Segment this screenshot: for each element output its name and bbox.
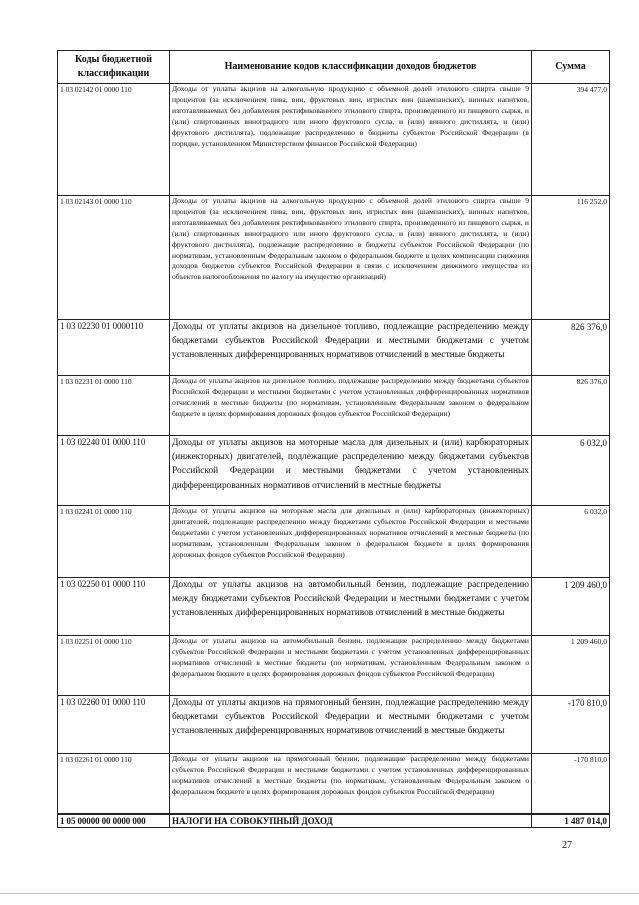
row-code: 1 03 02231 01 0000 110 xyxy=(58,376,170,436)
row-name: Доходы от уплаты акцизов на алкогольную продукцию с объемной долей этилового спирта свыше 9 процентов (за исключением пива, вин, фруктовых вин, игристых вин (шампанских), винных напитков, изготавливаемых без добавления ректификованного этилового спирта, произведенного из пищевого сырья, и (или) спиртованных виноградного или иного фруктового сусла, и (или) винного дистиллята, и (или) фруктового дистиллята), подлежащие распределению в бюджеты субъектов Российской Федерации (в порядке, установленном Министерством финансов Российской Федерации) xyxy=(170,84,532,196)
row-code: 1 03 02261 01 0000 110 xyxy=(58,754,170,814)
header-sum: Сумма xyxy=(532,51,610,84)
table-row xyxy=(58,578,610,636)
table-row xyxy=(58,376,610,436)
row-name: Доходы от уплаты акцизов на прямогонный бензин, подлежащие распределению между бюджетами субъектов Российской Федерации и местными бюджетами с учетом установленных дифференцированных нормативов отчислений в местные бюджеты xyxy=(170,696,532,754)
row-sum: 116 252,0 xyxy=(532,196,610,320)
table-row xyxy=(58,754,610,814)
table-header-row xyxy=(58,51,610,84)
table-row-total xyxy=(58,814,610,828)
table-row xyxy=(58,506,610,578)
row-sum: 826 376,0 xyxy=(532,376,610,436)
row-name: Доходы от уплаты акцизов на алкогольную продукцию с объемной долей этилового спирта свыше 9 процентов (за исключением пива, вин, фруктовых вин, игристых вин (шампанских), винных напитков, изготавливаемых без добавления ректификованного этилового спирта, произведенного из пищевого сырья, и (или) спиртованных виноградного или иного фруктового сусла, и (или) винного дистиллята, и (или) фруктового дистиллята), подлежащие распределению в бюджеты субъектов Российской Федерации (по нормативам, установленным Федеральным законом о федеральном бюджете в целях компенсации снижения доходов бюджетов субъектов Российской Федерации в связи с исключением движимого имущества из объектов налогообложения по налогу на имущество организаций) xyxy=(170,196,532,320)
row-name: Доходы от уплаты акцизов на автомобильный бензин, подлежащие распределению между бюджетами субъектов Российской Федерации и местными бюджетами с учетом установленных дифференцированных нормативов отчислений в местные бюджеты (по нормативам, установленным Федеральным законом о федеральном бюджете в целях формирования дорожных фондов субъектов Российской Федерации) xyxy=(170,636,532,696)
row-name: Доходы от уплаты акцизов на моторные масла для дизельных и (или) карбюраторных (инжекторных) двигателей, подлежащие распределению между бюджетами субъектов Российской Федерации и местными бюджетами с учетом установленных дифференцированных нормативов отчислений в местные бюджеты xyxy=(170,436,532,506)
table-row xyxy=(58,636,610,696)
row-sum: 1 487 014,0 xyxy=(532,814,610,828)
row-sum: 394 477,0 xyxy=(532,84,610,196)
row-sum: -170 810,0 xyxy=(532,696,610,754)
table-row xyxy=(58,84,610,196)
table-row xyxy=(58,436,610,506)
row-name: Доходы от уплаты акцизов на дизельное топливо, подлежащие распределению между бюджетами субъектов Российской Федерации и местными бюджетами с учетом установленных дифференцированных нормативов отчислений в местные бюджеты xyxy=(170,320,532,376)
scan-edge-divider xyxy=(0,893,639,894)
budget-classification-table xyxy=(57,50,610,828)
row-code: 1 03 02143 01 0000 110 xyxy=(58,196,170,320)
row-name: Доходы от уплаты акцизов на моторные масла для дизельных и (или) карбюраторных (инжекторных) двигателей, подлежащие распределению между бюджетами субъектов Российской Федерации и местными бюджетами с учетом установленных дифференцированных нормативов отчислений в местные бюджеты (по нормативам, установленным Федеральным законом о федеральном бюджете в целях формирования дорожных фондов субъектов Российской Федерации) xyxy=(170,506,532,578)
row-name: Доходы от уплаты акцизов на автомобильный бензин, подлежащие распределению между бюджетами субъектов Российской Федерации и местными бюджетами с учетом установленных дифференцированных нормативов отчислений в местные бюджеты xyxy=(170,578,532,636)
row-code: 1 03 02241 01 0000 110 xyxy=(58,506,170,578)
row-sum: 826 376,0 xyxy=(532,320,610,376)
row-code: 1 03 02260 01 0000 110 xyxy=(58,696,170,754)
row-code: 1 03 02142 01 0000 110 xyxy=(58,84,170,196)
row-code: 1 03 02251 01 0000 110 xyxy=(58,636,170,696)
table-row xyxy=(58,320,610,376)
row-name: Доходы от уплаты акцизов на дизельное топливо, подлежащие распределению между бюджетами субъектов Российской Федерации и местными бюджетами с учетом установленных дифференцированных нормативов отчислений в местные бюджеты (по нормативам, установленным Федеральным законом о федеральном бюджете в целях формирования дорожных фондов субъектов Российской Федерации) xyxy=(170,376,532,436)
row-name: НАЛОГИ НА СОВОКУПНЫЙ ДОХОД xyxy=(170,814,532,828)
page-number: 27 xyxy=(562,840,572,851)
row-name: Доходы от уплаты акцизов на прямогонный бензин, подлежащие распределению между бюджетами субъектов Российской Федерации и местными бюджетами с учетом установленных дифференцированных нормативов отчислений в местные бюджеты (по нормативам, установленным Федеральным законом о федеральном бюджете в целях формирования дорожных фондов субъектов Российской Федерации) xyxy=(170,754,532,814)
table-row xyxy=(58,196,610,320)
header-name: Наименование кодов классификации доходов бюджетов xyxy=(170,51,532,84)
row-code: 1 03 02230 01 0000110 xyxy=(58,320,170,376)
table-row xyxy=(58,696,610,754)
row-code: 1 05 00000 00 0000 000 xyxy=(58,814,170,828)
row-sum: 1 209 460,0 xyxy=(532,636,610,696)
row-sum: 6 032,0 xyxy=(532,506,610,578)
row-code: 1 03 02250 01 0000 110 xyxy=(58,578,170,636)
row-sum: -170 810,0 xyxy=(532,754,610,814)
header-code: Коды бюджетной классификации xyxy=(58,51,170,84)
row-sum: 6 032,0 xyxy=(532,436,610,506)
row-code: 1 03 02240 01 0000 110 xyxy=(58,436,170,506)
row-sum: 1 209 460,0 xyxy=(532,578,610,636)
